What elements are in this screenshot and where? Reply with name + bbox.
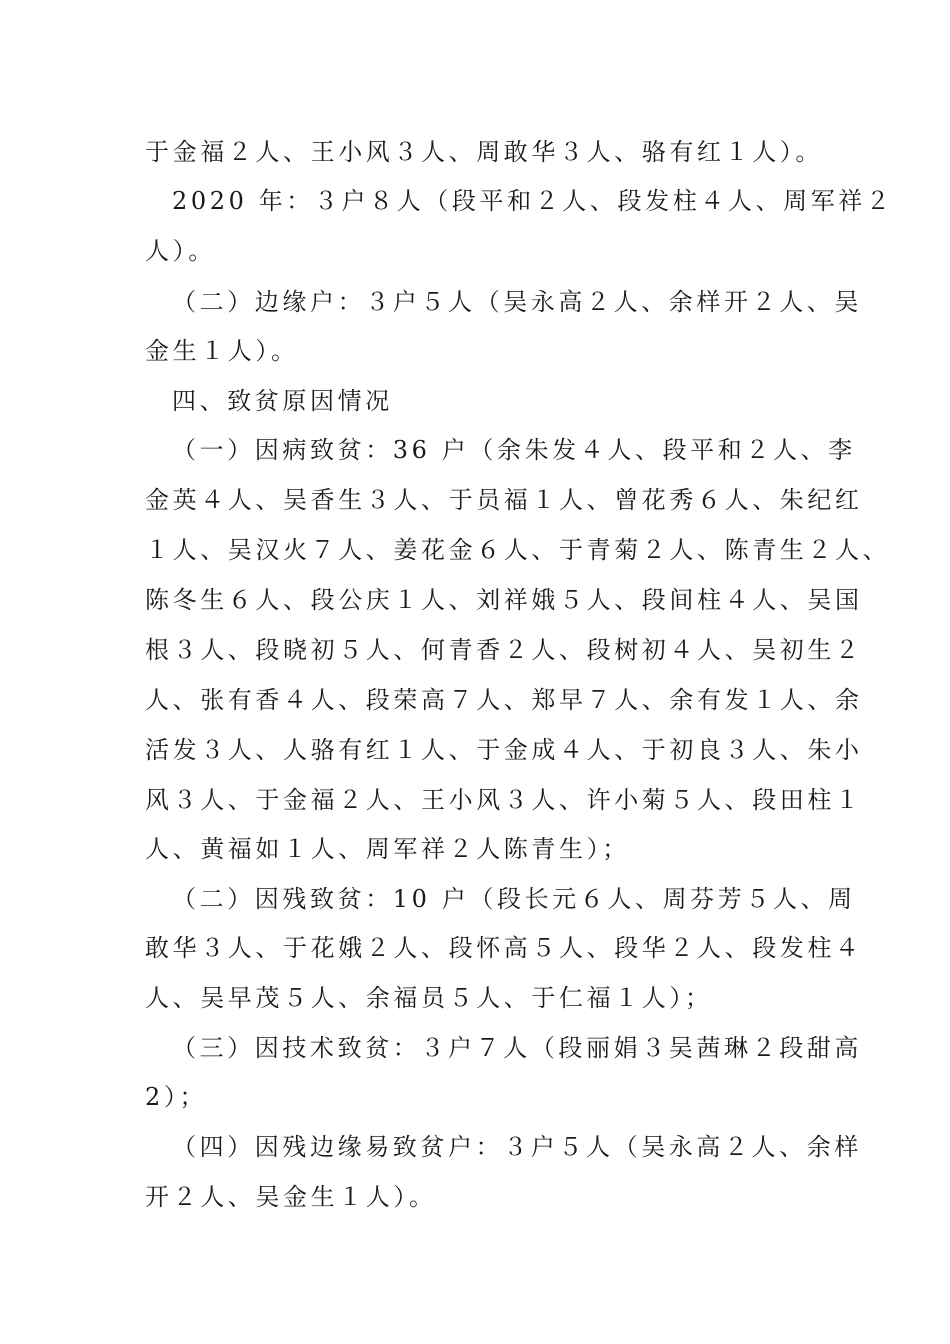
text-line: １人、吴汉火７人、姜花金６人、于青菊２人、陈青生２人、 bbox=[145, 536, 891, 564]
text-line: 金生１人）。 bbox=[145, 337, 299, 365]
text-line: 活发３人、人骆有红１人、于金成４人、于初良３人、朱小 bbox=[145, 736, 863, 764]
text-line: 风３人、于金福２人、王小风３人、许小菊５人、段田柱１ bbox=[145, 786, 863, 814]
text-line: （四）因残边缘易致贫户：３户５人（吴永高２人、余样 bbox=[172, 1133, 862, 1161]
text-line: 根３人、段晓初５人、何青香２人、段树初４人、吴初生２ bbox=[145, 636, 863, 664]
text-line: 金英４人、吴香生３人、于员福１人、曾花秀６人、朱纪红 bbox=[145, 486, 863, 514]
text-line: 人、张有香４人、段荣高７人、郑早７人、余有发１人、余 bbox=[145, 686, 863, 714]
text-line: 敢华３人、于花娥２人、段怀高５人、段华２人、段发柱４ bbox=[145, 934, 863, 962]
text-line: （二）因残致贫：10 户（段长元６人、周芬芳５人、周 bbox=[172, 885, 856, 913]
text-line: 人、黄福如１人、周军祥２人陈青生）； bbox=[145, 835, 630, 863]
text-line: （三）因技术致贫：３户７人（段丽娟３吴茜琳２段甜高 bbox=[172, 1034, 862, 1062]
text-line: 2）； bbox=[145, 1083, 208, 1111]
text-line: 2020 年：３户８人（段平和２人、段发柱４人、周军祥２ bbox=[172, 187, 894, 215]
text-line: （二）边缘户：３户５人（吴永高２人、余样开２人、吴 bbox=[172, 288, 862, 316]
text-line: 开２人、吴金生１人）。 bbox=[145, 1183, 437, 1211]
text-line: 陈冬生６人、段公庆１人、刘祥娥５人、段间柱４人、吴国 bbox=[145, 586, 863, 614]
section-heading: 四、致贫原因情况 bbox=[172, 387, 393, 415]
text-line: 于金福２人、王小风３人、周敢华３人、骆有红１人）。 bbox=[145, 138, 823, 166]
text-line: （一）因病致贫：36 户（余朱发４人、段平和２人、李 bbox=[172, 436, 856, 464]
text-line: 人、吴早茂５人、余福员５人、于仁福１人）； bbox=[145, 984, 713, 1012]
text-line: 人）。 bbox=[145, 237, 216, 265]
